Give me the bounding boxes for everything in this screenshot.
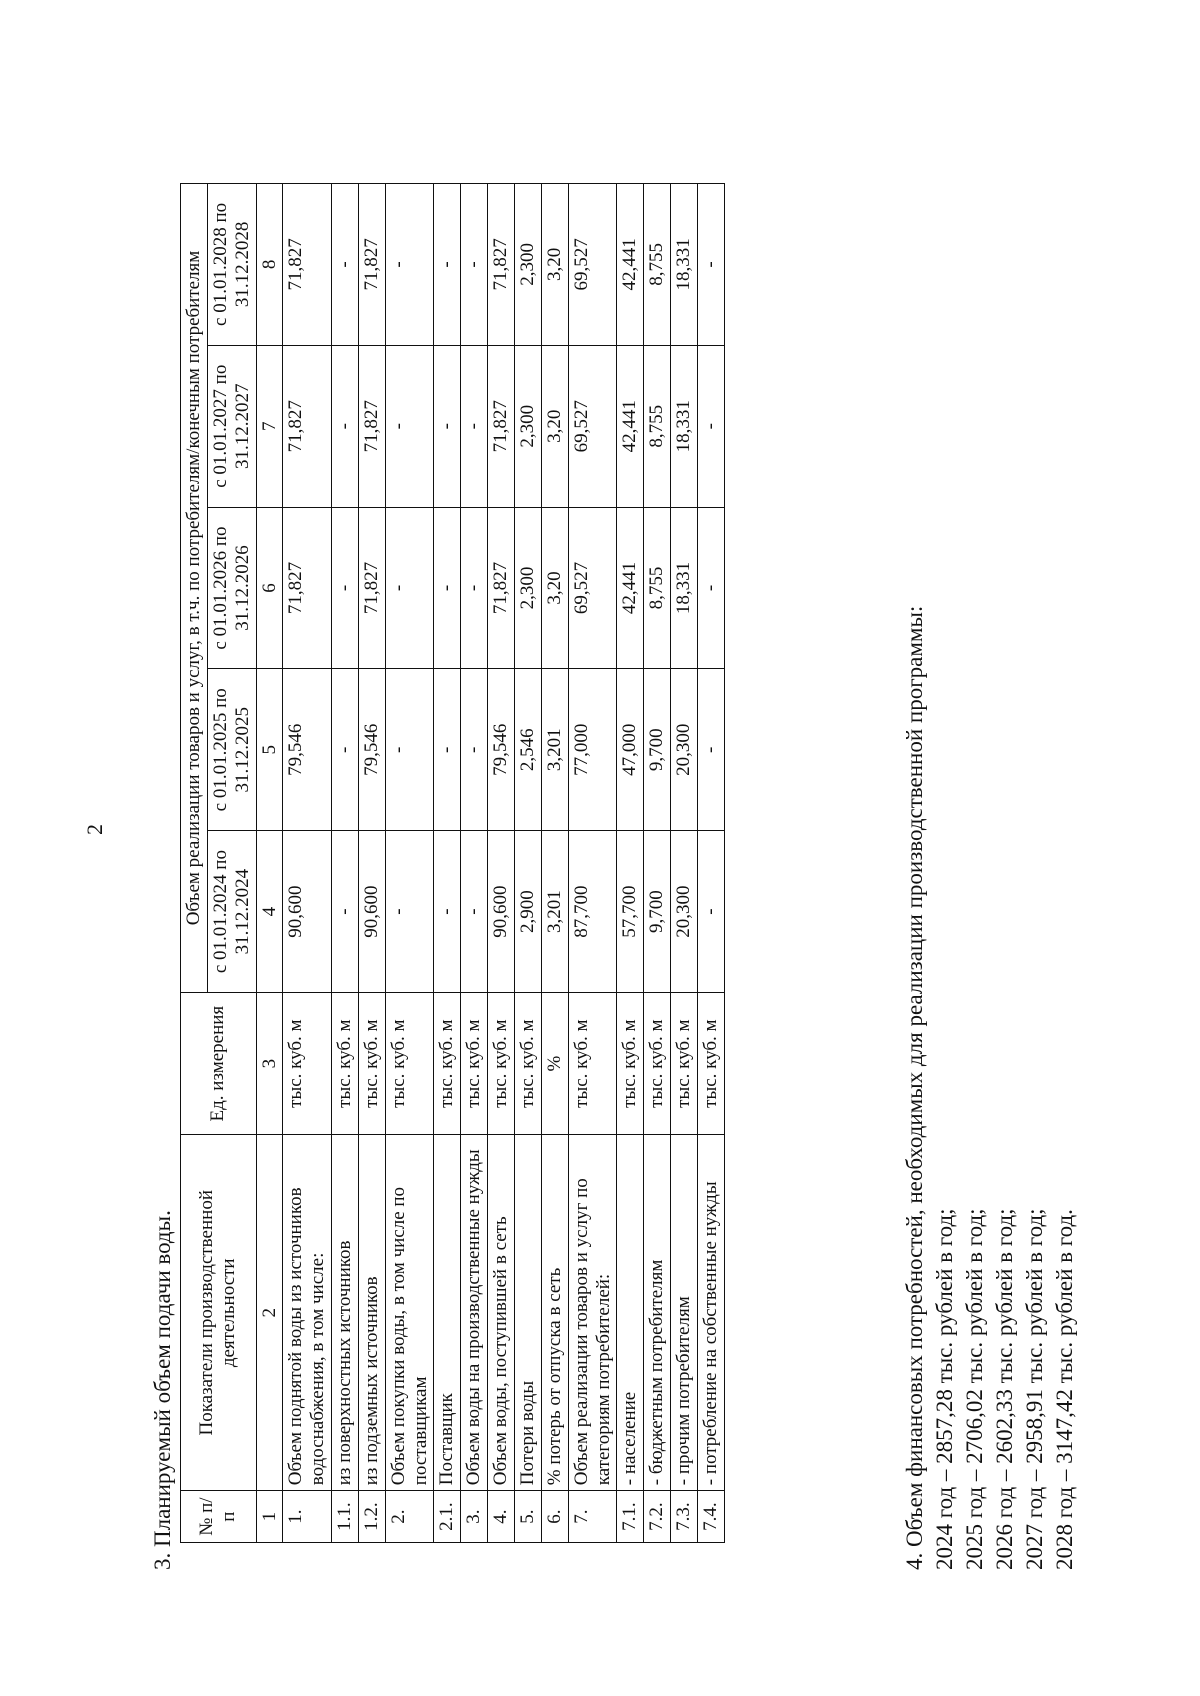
row-value: 42,441 (617, 507, 644, 669)
header-unit: Ед. измерения (181, 992, 257, 1134)
row-value: 2,546 (514, 669, 541, 831)
row-value: 18,331 (671, 507, 698, 669)
row-number: 1.2. (358, 1491, 385, 1543)
finance-line: 2026 год – 2602,33 тыс. рублей в год; (992, 1208, 1017, 1570)
table-row (697, 184, 724, 1543)
row-indicator: Поставщик (434, 1135, 461, 1491)
row-value: 79,546 (283, 669, 332, 831)
row-unit: тыс. куб. м (568, 992, 617, 1134)
row-number: 6. (541, 1491, 568, 1543)
header-group: Объем реализации товаров и услуг, в т.ч. по потребителям/конечным потребителям (181, 184, 208, 993)
row-value: 2,300 (514, 507, 541, 669)
row-unit: тыс. куб. м (644, 992, 671, 1134)
table-row (385, 184, 434, 1543)
row-value: - (434, 507, 461, 669)
table-row (283, 184, 332, 1543)
row-unit: тыс. куб. м (461, 992, 488, 1134)
row-unit: тыс. куб. м (385, 992, 434, 1134)
water-supply-table (180, 183, 725, 1543)
row-unit: тыс. куб. м (488, 992, 515, 1134)
header-period: с 01.01.2024 по 31.12.2024 (207, 831, 256, 993)
rotated-content (150, 150, 1150, 1570)
row-value: 9,700 (644, 669, 671, 831)
table-body (283, 184, 724, 1543)
row-value: 20,300 (671, 669, 698, 831)
row-value: 42,441 (617, 184, 644, 346)
table-row (568, 184, 617, 1543)
row-unit: тыс. куб. м (332, 992, 359, 1134)
row-value: - (461, 669, 488, 831)
row-indicator: Объем воды на производственные нужды (461, 1135, 488, 1491)
row-value: - (697, 184, 724, 346)
table-row (488, 184, 515, 1543)
row-value: 3,201 (541, 669, 568, 831)
table-row (541, 184, 568, 1543)
row-value: 69,527 (568, 507, 617, 669)
table-row (332, 184, 359, 1543)
row-value: - (385, 345, 434, 507)
row-value: - (697, 831, 724, 993)
row-value: 8,755 (644, 507, 671, 669)
row-number: 7.4. (697, 1491, 724, 1543)
row-indicator: - прочим потребителям (671, 1135, 698, 1491)
row-value: - (332, 184, 359, 346)
row-unit: тыс. куб. м (434, 992, 461, 1134)
row-value: 3,20 (541, 184, 568, 346)
index-cell: 1 (256, 1491, 283, 1543)
row-value: 71,827 (488, 184, 515, 346)
row-value: - (332, 507, 359, 669)
row-value: 9,700 (644, 831, 671, 993)
row-value: 71,827 (358, 184, 385, 346)
row-value: 47,000 (617, 669, 644, 831)
page-number: 2 (82, 824, 107, 835)
table-row (461, 184, 488, 1543)
row-value: - (434, 184, 461, 346)
header-period: с 01.01.2026 по 31.12.2026 (207, 507, 256, 669)
row-value: 57,700 (617, 831, 644, 993)
row-indicator: Объем поднятой воды из источников водоснабжения, в том числе: (283, 1135, 332, 1491)
row-value: 2,900 (514, 831, 541, 993)
row-number: 2. (385, 1491, 434, 1543)
row-value: 90,600 (358, 831, 385, 993)
row-value: 69,527 (568, 345, 617, 507)
row-value: 71,827 (283, 184, 332, 346)
row-value: 18,331 (671, 184, 698, 346)
row-value: 77,000 (568, 669, 617, 831)
index-row (256, 184, 283, 1543)
row-value: - (385, 831, 434, 993)
row-value: - (461, 831, 488, 993)
row-value: 18,331 (671, 345, 698, 507)
row-value: 90,600 (283, 831, 332, 993)
table-row (514, 184, 541, 1543)
row-value: - (461, 507, 488, 669)
row-value: - (434, 669, 461, 831)
table-row (644, 184, 671, 1543)
index-cell: 7 (256, 345, 283, 507)
row-value: - (385, 507, 434, 669)
section-3-title: 3. Планируемый объем подачи воды. (150, 1210, 175, 1570)
row-number: 7.3. (671, 1491, 698, 1543)
row-indicator: Объем покупки воды, в том числе по поставщикам (385, 1135, 434, 1491)
row-indicator: из поверхностных источников (332, 1135, 359, 1491)
header-indicator: Показатели производственной деятельности (181, 1135, 257, 1491)
index-cell: 2 (256, 1135, 283, 1491)
finance-line: 2028 год – 3147,42 тыс. рублей в год. (1052, 1209, 1077, 1570)
index-cell: 3 (256, 992, 283, 1134)
row-unit: тыс. куб. м (283, 992, 332, 1134)
header-num: № п/п (181, 1491, 257, 1543)
header-period: с 01.01.2028 по 31.12.2028 (207, 184, 256, 346)
header-period: с 01.01.2025 по 31.12.2025 (207, 669, 256, 831)
row-unit: тыс. куб. м (358, 992, 385, 1134)
finance-title: 4. Объем финансовых потребностей, необходимых для реализации производственной программы: (902, 605, 927, 1570)
row-value: 20,300 (671, 831, 698, 993)
finance-line: 2024 год – 2857,28 тыс. рублей в год; (932, 1208, 957, 1570)
row-value: 8,755 (644, 184, 671, 346)
finance-section (900, 606, 1080, 1570)
row-value: 71,827 (488, 345, 515, 507)
row-value: 3,20 (541, 507, 568, 669)
row-indicator: - потребление на собственные нужды (697, 1135, 724, 1491)
row-value: 42,441 (617, 345, 644, 507)
row-value: - (434, 831, 461, 993)
row-value: 71,827 (283, 507, 332, 669)
index-cell: 4 (256, 831, 283, 993)
table-row (671, 184, 698, 1543)
row-value: 71,827 (283, 345, 332, 507)
row-unit: тыс. куб. м (617, 992, 644, 1134)
row-value: 79,546 (358, 669, 385, 831)
row-value: 71,827 (488, 507, 515, 669)
row-indicator: Потери воды (514, 1135, 541, 1491)
row-value: 2,300 (514, 184, 541, 346)
header-period: с 01.01.2027 по 31.12.2027 (207, 345, 256, 507)
row-number: 4. (488, 1491, 515, 1543)
row-value: - (697, 669, 724, 831)
row-number: 5. (514, 1491, 541, 1543)
row-unit: % (541, 992, 568, 1134)
row-value: 3,20 (541, 345, 568, 507)
row-value: 69,527 (568, 184, 617, 346)
row-value: - (332, 345, 359, 507)
table-row (434, 184, 461, 1543)
row-number: 1.1. (332, 1491, 359, 1543)
row-number: 3. (461, 1491, 488, 1543)
index-cell: 6 (256, 507, 283, 669)
row-value: 3,201 (541, 831, 568, 993)
row-value: - (332, 831, 359, 993)
row-unit: тыс. куб. м (514, 992, 541, 1134)
row-indicator: % потерь от отпуска в сеть (541, 1135, 568, 1491)
row-number: 7.1. (617, 1491, 644, 1543)
row-value: 79,546 (488, 669, 515, 831)
row-number: 7. (568, 1491, 617, 1543)
row-value: 90,600 (488, 831, 515, 993)
table-row (617, 184, 644, 1543)
row-value: 8,755 (644, 345, 671, 507)
row-indicator: из подземных источников (358, 1135, 385, 1491)
finance-line: 2025 год – 2706,02 тыс. рублей в год; (962, 1208, 987, 1570)
row-value: 87,700 (568, 831, 617, 993)
row-value: 71,827 (358, 345, 385, 507)
finance-line: 2027 год – 2958,91 тыс. рублей в год; (1022, 1208, 1047, 1570)
row-value: - (461, 345, 488, 507)
row-value: 71,827 (358, 507, 385, 669)
row-indicator: Объем реализации товаров и услуг по категориям потребителей: (568, 1135, 617, 1491)
row-unit: тыс. куб. м (697, 992, 724, 1134)
row-unit: тыс. куб. м (671, 992, 698, 1134)
row-value: - (461, 184, 488, 346)
row-value: - (332, 669, 359, 831)
row-indicator: Объем воды, поступившей в сеть (488, 1135, 515, 1491)
row-number: 1. (283, 1491, 332, 1543)
row-value: - (697, 345, 724, 507)
row-value: 2,300 (514, 345, 541, 507)
index-cell: 5 (256, 669, 283, 831)
row-indicator: - население (617, 1135, 644, 1491)
row-value: - (385, 669, 434, 831)
row-value: - (697, 507, 724, 669)
row-value: - (434, 345, 461, 507)
row-value: - (385, 184, 434, 346)
row-indicator: - бюджетным потребителям (644, 1135, 671, 1491)
row-number: 7.2. (644, 1491, 671, 1543)
row-number: 2.1. (434, 1491, 461, 1543)
table-row (358, 184, 385, 1543)
index-cell: 8 (256, 184, 283, 346)
